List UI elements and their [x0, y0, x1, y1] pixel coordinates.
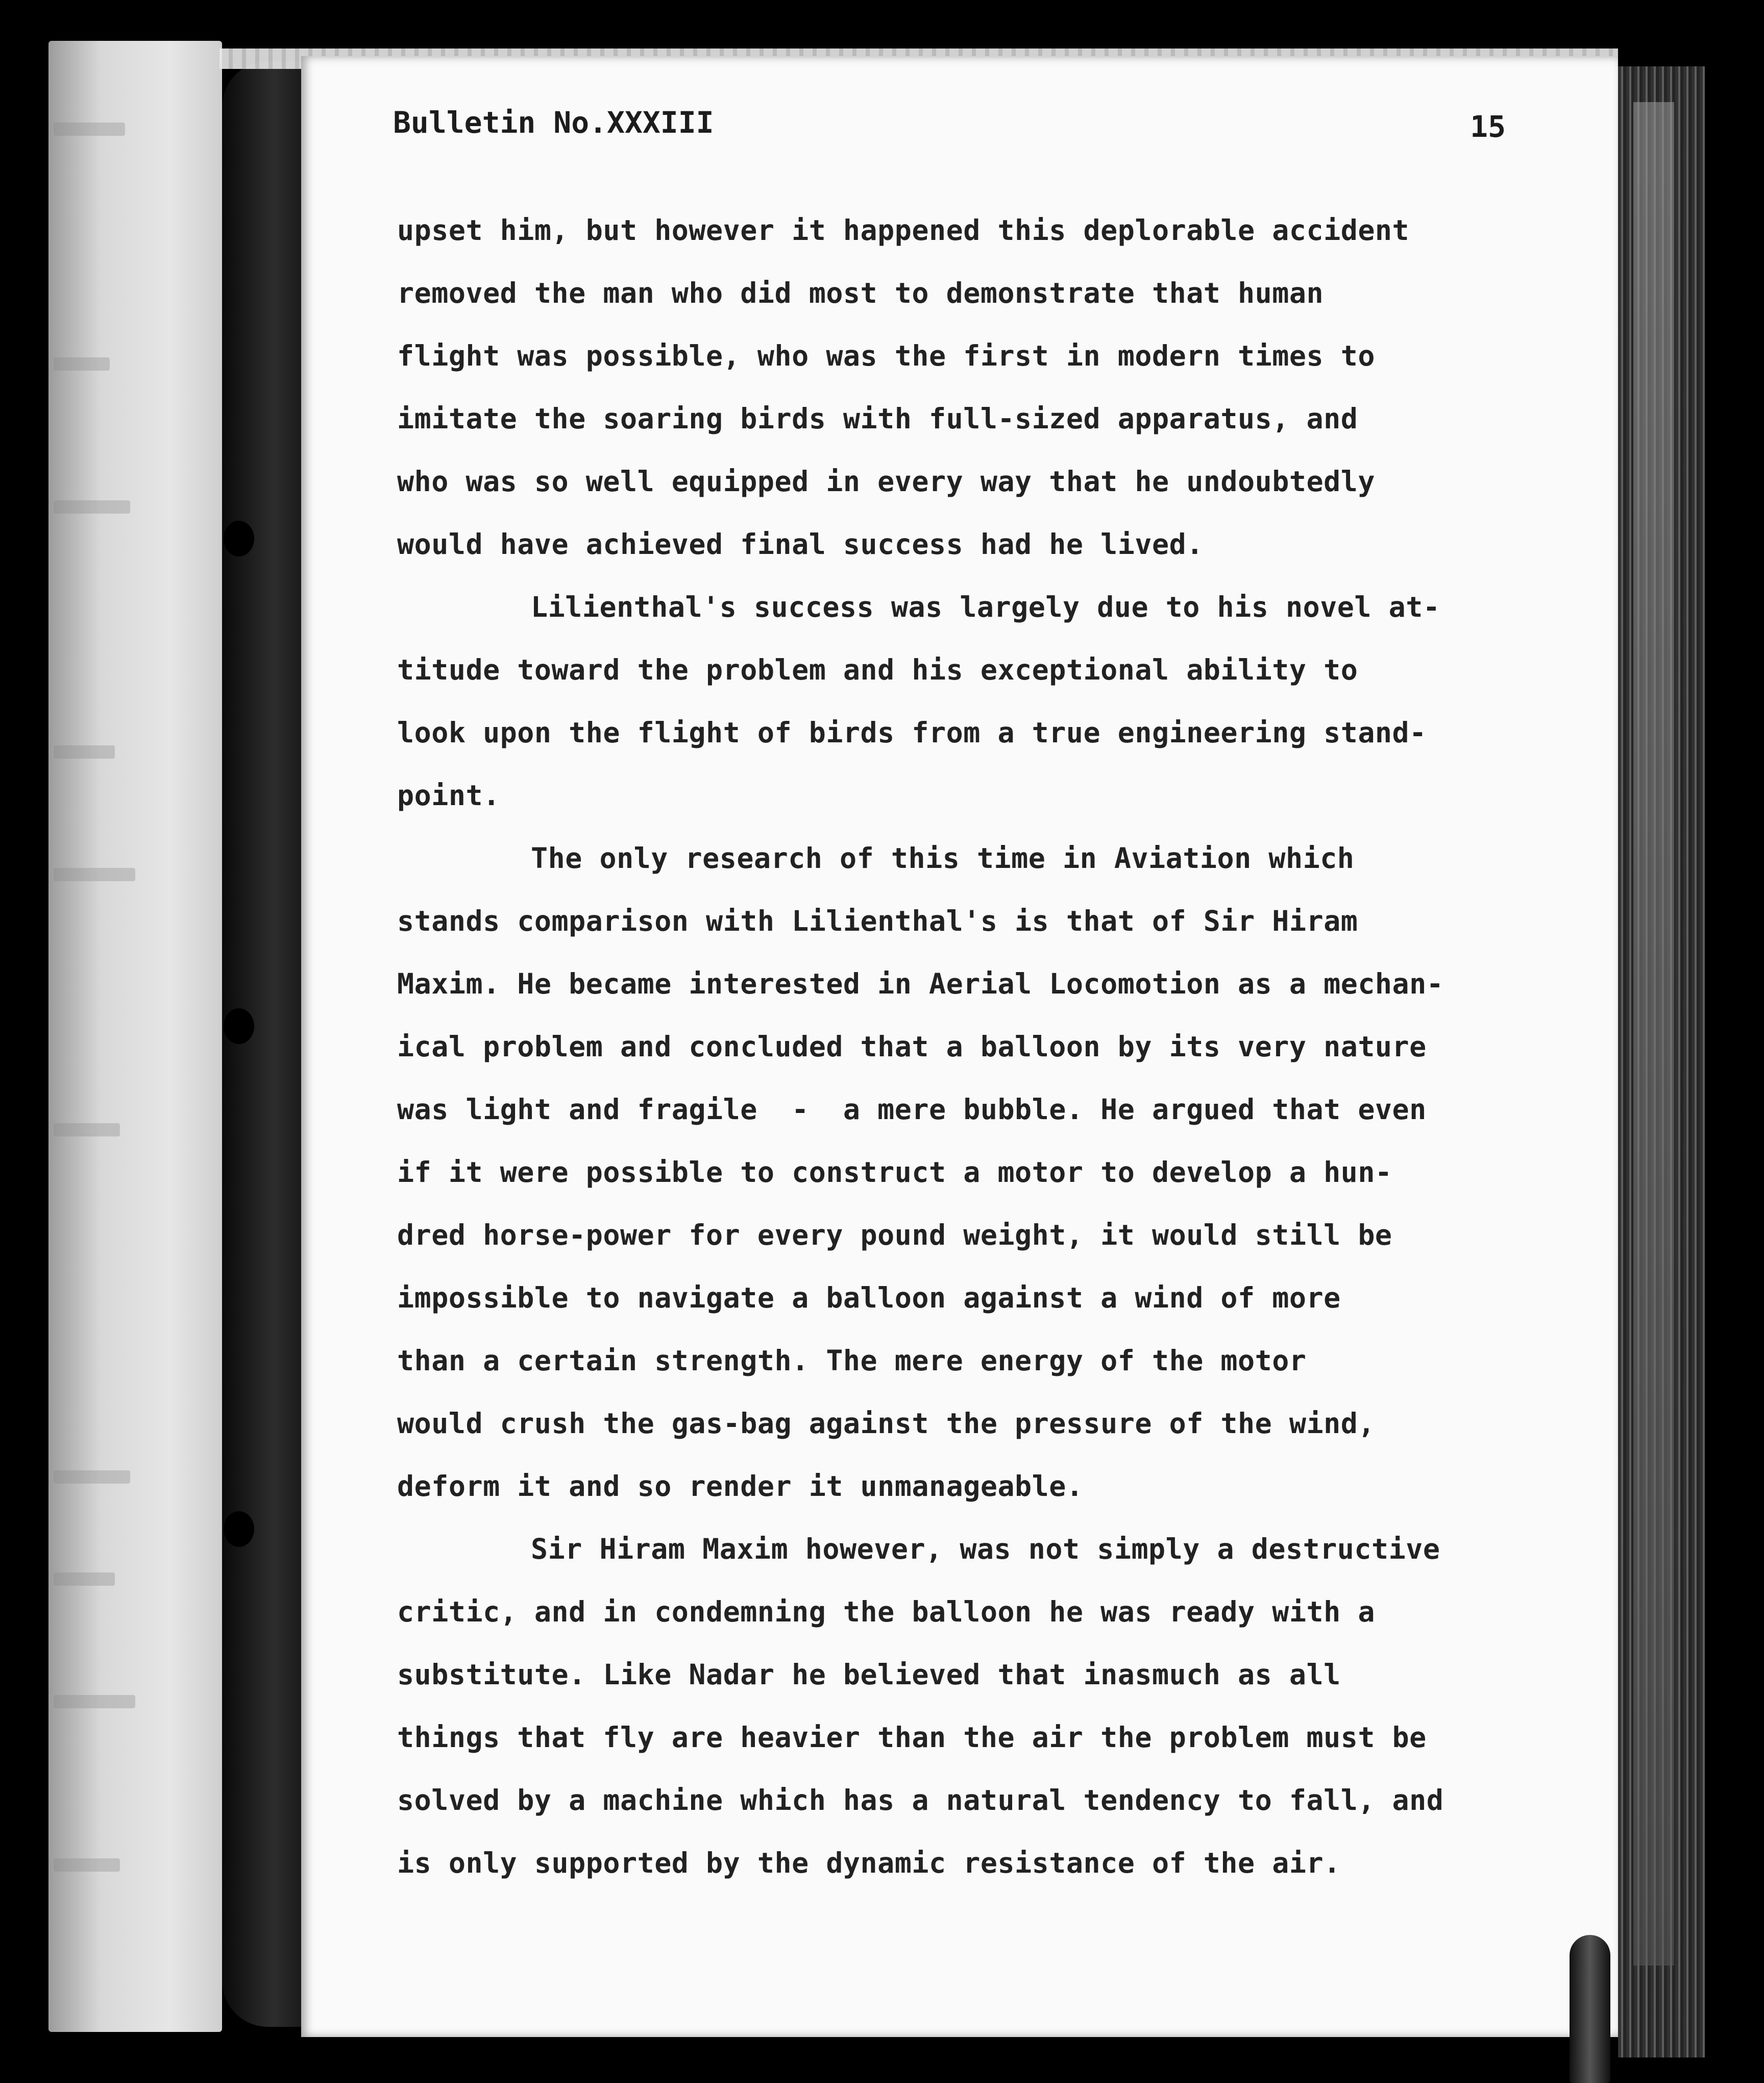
page-number: 15: [1470, 109, 1506, 144]
text-line: point.: [397, 779, 500, 812]
text-line: Lilienthal's success was largely due to his novel at-: [531, 591, 1440, 623]
text-line: than a certain strength. The mere energy of the motor: [397, 1344, 1307, 1377]
page-holder-pin: [1570, 1935, 1610, 2083]
text-line: would crush the gas-bag against the pressure of the wind,: [397, 1407, 1375, 1440]
ghost-text-mark: [54, 868, 135, 881]
text-line: Sir Hiram Maxim however, was not simply a destructive: [531, 1533, 1440, 1565]
text-line: solved by a machine which has a natural tendency to fall, and: [397, 1784, 1444, 1816]
text-line: imitate the soaring birds with full-sized apparatus, and: [397, 402, 1358, 435]
binding-stitch: [224, 1511, 254, 1547]
text-line: was light and fragile - a mere bubble. He argued that even: [397, 1093, 1427, 1126]
ghost-text-mark: [54, 123, 125, 136]
ghost-text-mark: [54, 357, 110, 371]
facing-page-edge: [48, 41, 222, 2032]
binding-stitch: [224, 521, 254, 556]
text-line: is only supported by the dynamic resistance of the air.: [397, 1847, 1341, 1879]
text-line: critic, and in condemning the balloon he was ready with a: [397, 1595, 1375, 1628]
binding-gutter: [222, 61, 309, 2027]
text-line: look upon the flight of birds from a true engineering stand-: [397, 716, 1427, 749]
ghost-text-mark: [54, 1572, 115, 1586]
ghost-text-mark: [54, 1123, 120, 1136]
ghost-text-mark: [54, 745, 115, 759]
ghost-text-mark: [54, 1858, 120, 1872]
text-line: removed the man who did most to demonstrate that human: [397, 277, 1324, 309]
text-line: ical problem and concluded that a balloon by its very nature: [397, 1030, 1427, 1063]
text-line: deform it and so render it unmanageable.: [397, 1470, 1084, 1503]
text-line: would have achieved final success had he lived.: [397, 528, 1204, 561]
text-line: substitute. Like Nadar he believed that inasmuch as all: [397, 1658, 1341, 1691]
running-head: Bulletin No.XXXIII: [393, 105, 714, 140]
text-line: dred horse-power for every pound weight, it would still be: [397, 1219, 1392, 1251]
text-line: The only research of this time in Aviation which: [531, 842, 1355, 875]
text-line: things that fly are heavier than the air the problem must be: [397, 1721, 1427, 1754]
book-block-highlight: [1633, 102, 1674, 1966]
ghost-text-mark: [54, 1695, 135, 1708]
text-line: titude toward the problem and his exceptional ability to: [397, 653, 1358, 686]
ghost-text-mark: [54, 1470, 130, 1484]
page-header: [393, 105, 1506, 146]
text-line: Maxim. He became interested in Aerial Locomotion as a mechan-: [397, 967, 1444, 1000]
text-line: upset him, but however it happened this deplorable accident: [397, 214, 1410, 247]
text-line: if it were possible to construct a motor to develop a hun-: [397, 1156, 1392, 1189]
text-line: who was so well equipped in every way that he undoubtedly: [397, 465, 1375, 498]
text-line: stands comparison with Lilienthal's is that of Sir Hiram: [397, 905, 1358, 937]
binding-stitch: [224, 1008, 254, 1044]
text-line: flight was possible, who was the first in modern times to: [397, 340, 1375, 372]
ghost-text-mark: [54, 500, 130, 514]
text-line: impossible to navigate a balloon against a wind of more: [397, 1281, 1341, 1314]
body-text: [397, 199, 1561, 1895]
